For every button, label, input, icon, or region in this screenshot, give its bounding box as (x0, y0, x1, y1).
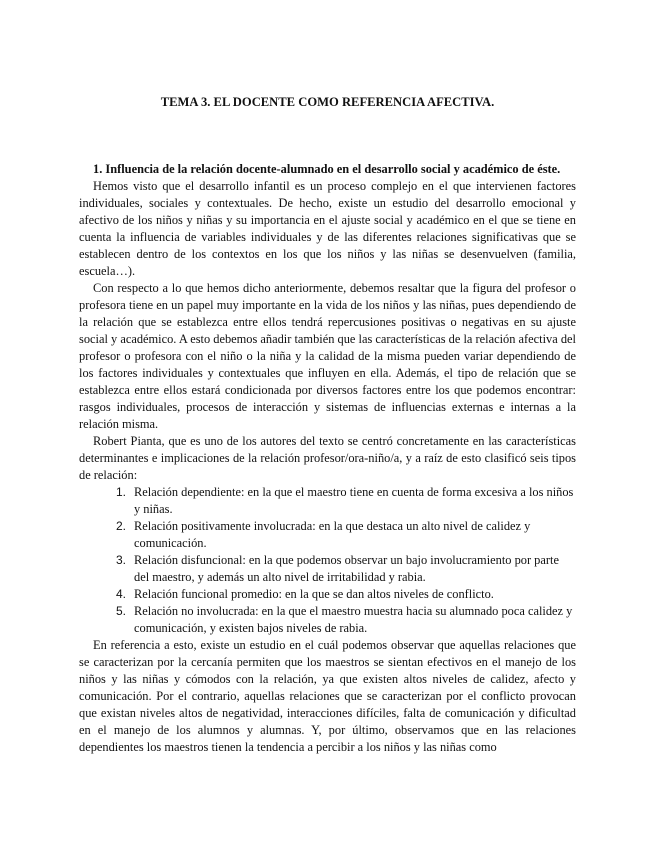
list-item-text: Relación no involucrada: en la que el maestro muestra hacia su alumnado poca calidez y comunicación, y existen bajos niveles de rabia. (134, 604, 573, 635)
relation-types-list (79, 484, 576, 637)
list-item-text: Relación disfuncional: en la que podemos observar un bajo involucramiento por parte del maestro, y además un alto nivel de irritabilidad y rabia. (134, 553, 559, 584)
paragraph-3: Robert Pianta, que es uno de los autores del texto se centró concretamente en las características determinantes e implicaciones de la relación profesor/ora-niño/a, y a raíz de esto clasificó seis tipos de relación: (79, 434, 576, 482)
list-item-text: Relación positivamente involucrada: en la que destaca un alto nivel de calidez y comunicación. (134, 519, 531, 550)
list-item-number: 3. (116, 553, 127, 567)
list-item-number: 2. (116, 519, 127, 533)
list-item-text: Relación funcional promedio: en la que se dan altos niveles de conflicto. (134, 587, 494, 601)
document-title: TEMA 3. EL DOCENTE COMO REFERENCIA AFECTIVA. (160, 95, 495, 109)
list-item (79, 518, 576, 552)
list-item-number: 5. (116, 604, 127, 618)
list-item-number: 4. (116, 587, 127, 601)
list-item-number: 1. (116, 485, 127, 499)
paragraph-1: Hemos visto que el desarrollo infantil es un proceso complejo en el que intervienen factores individuales, sociales y contextuales. De hecho, existe un estudio del desarrollo emocional y afectivo de los niños y niñas y su importancia en el ajuste social y académico en el que se tiene en cuenta la influencia de variables individuales y de las diferentes relaciones significativas que se establecen dentro de los contextos en los que los niños y las niñas se desenvuelven (familia, escuela…). (79, 179, 576, 278)
section-heading: 1. Influencia de la relación docente-alumnado en el desarrollo social y académico de éste. (93, 162, 561, 176)
list-item (79, 552, 576, 586)
paragraph-2: Con respecto a lo que hemos dicho anteriormente, debemos resaltar que la figura del profesor o profesora tiene en un papel muy importante en la vida de los niños y las niñas, pues dependiendo de la relación que se establezca entre ellos tendrá repercusiones positivas o negativas en su ajuste social y académico. A esto debemos añadir también que las características de la relación afectiva del profesor o profesora con el niño o la niña y la calidad de la misma pueden variar dependiendo de los factores individuales y contextuales que influyen en ella. Además, el tipo de relación que se establezca entre ellos estará condicionada por diversos factores entre los que podemos encontrar: rasgos individuales, procesos de interacción y sistemas de influencias externas e internas a la relación misma. (79, 281, 576, 431)
list-item-text: Relación dependiente: en la que el maestro tiene en cuenta de forma excesiva a los niños y niñas. (134, 485, 574, 516)
list-item (79, 484, 576, 518)
closing-paragraph: En referencia a esto, existe un estudio en el cuál podemos observar que aquellas relaciones que se caracterizan por la cercanía permiten que los maestros se sientan efectivos en el manejo de los niños y las niñas y cómodos con la relación, ya que existen altos niveles de calidez, afecto y comunicación. Por el contrario, aquellas relaciones que se caracterizan por el conflicto provocan que existan niveles altos de negatividad, interacciones difíciles, falta de comunicación y dificultad en el manejo de los alumnos y alumnas. Y, por último, observamos que en las relaciones dependientes los maestros tienen la tendencia a percibir a los niños y las niñas como (79, 638, 576, 754)
list-item (79, 586, 576, 603)
list-item (79, 603, 576, 637)
document-body (79, 161, 576, 756)
